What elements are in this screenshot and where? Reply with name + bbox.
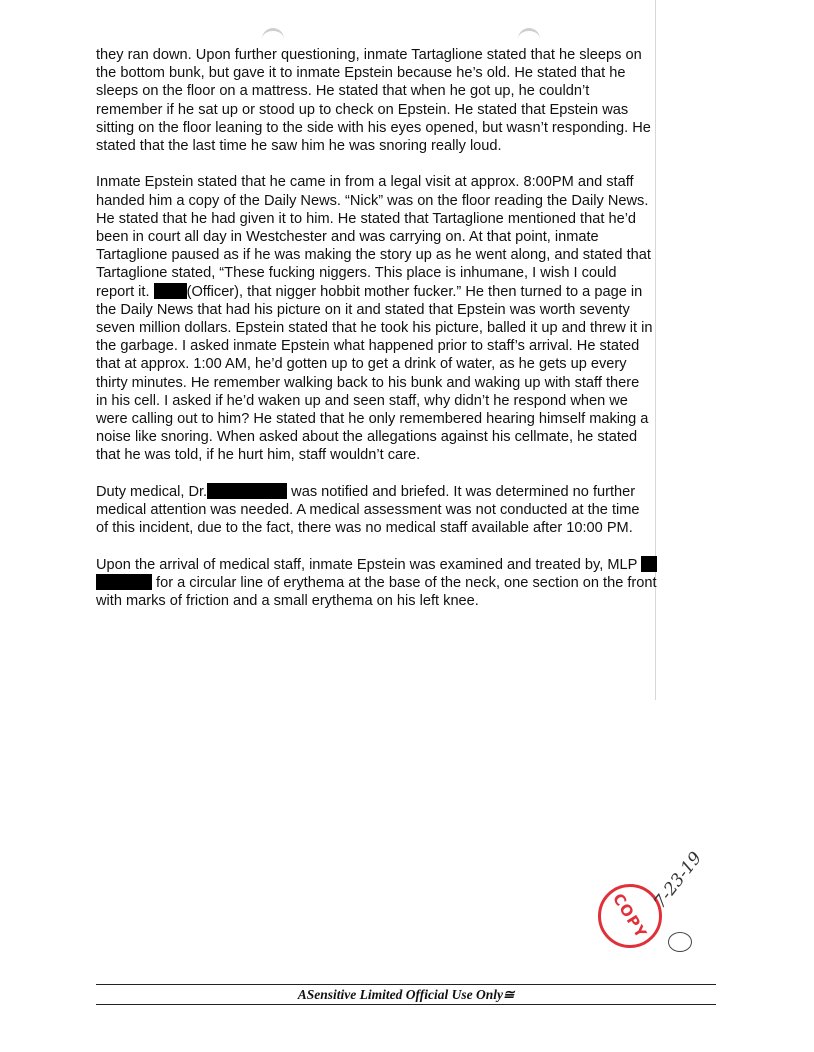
handwritten-initials-mark (668, 932, 692, 952)
copy-stamp-text: COPY (609, 890, 651, 942)
copy-stamp (598, 884, 662, 948)
text-line: noise like snoring. When asked about the allegations against his cellmate, he stated (96, 429, 638, 446)
paragraph-1 (96, 46, 718, 155)
text-line-redacted (96, 283, 718, 301)
text-line: in his cell. I asked if he’d waken up and seen staff, why didn’t he respond when we (96, 392, 628, 409)
text-line: handed him a copy of the Daily News. “Nick” was on the floor reading the Daily News. (96, 192, 649, 209)
redaction-block (641, 556, 657, 572)
text-line: Inmate Epstein stated that he came in from a legal visit at approx. 8:00PM and staff (96, 174, 634, 191)
paragraph-2 (96, 173, 718, 464)
redaction-block (154, 283, 187, 299)
text-fragment: was notified and briefed. It was determined no further (291, 483, 636, 500)
text-line: He stated that he had given it to him. He stated that Tartaglione mentioned that he’d (96, 210, 637, 227)
text-line: the bottom bunk, but gave it to inmate Epstein because he’s old. He stated that he (96, 65, 626, 82)
binder-hole-mark (518, 28, 540, 45)
text-line: sleeps on the floor on a mattress. He stated that when he got up, he couldn’t (96, 83, 590, 100)
text-fragment: Duty medical, Dr. (96, 483, 208, 500)
redaction-block (207, 483, 287, 499)
text-line: sitting on the floor leaning to the side with his eyes opened, but wasn’t responding. He (96, 119, 651, 136)
text-line: medical attention was needed. A medical assessment was not conducted at the time (96, 502, 640, 519)
text-line: Tartaglione stated, “These fucking niggers. This place is inhumane, I wish I could (96, 265, 617, 282)
paragraph-3 (96, 483, 718, 538)
text-fragment: (Officer), that nigger hobbit mother fucker.” He then turned to a page in (186, 283, 643, 300)
handwritten-date: 7-23-19 (650, 848, 707, 913)
text-line-redacted (96, 574, 718, 592)
footer-divider (96, 984, 716, 985)
redaction-block (96, 574, 152, 590)
text-line-redacted (96, 483, 718, 501)
text-line: thirty minutes. He remember walking back to his bunk and waking up with staff there (96, 374, 640, 391)
text-line: they ran down. Upon further questioning, inmate Tartaglione stated that he sleeps on (96, 47, 642, 63)
text-line: of this incident, due to the fact, there was no medical staff available after 10:00 PM. (96, 520, 633, 537)
text-line: remember if he sat up or stood up to check on Epstein. He stated that Epstein was (96, 101, 629, 118)
text-line-redacted (96, 556, 718, 574)
memo-body (96, 46, 718, 628)
text-fragment: Upon the arrival of medical staff, inmate Epstein was examined and treated by, MLP (96, 556, 638, 573)
binder-hole-mark (262, 28, 284, 45)
text-line: were calling out to him? He stated that he only remembered hearing himself making a (96, 411, 649, 428)
text-line: with marks of friction and a small erythema on his left knee. (96, 593, 479, 610)
footer-divider (96, 1004, 716, 1005)
text-line: been in court all day in Westchester and was carrying on. At that point, inmate (96, 229, 599, 246)
text-line: that he was told, if he hurt him, staff wouldn’t care. (96, 447, 421, 464)
paragraph-4 (96, 556, 718, 611)
text-line: Tartaglione paused as if he was making the story up as he went along, and stated that (96, 247, 651, 264)
text-line: stated that the last time he saw him he was snoring really loud. (96, 138, 502, 155)
footer-classification: ASensitive Limited Official Use Only≅ (297, 987, 515, 1002)
text-fragment: for a circular line of erythema at the base of the neck, one section on the front (152, 574, 657, 591)
text-fragment: report it. (96, 283, 154, 300)
text-line: the Daily News that had his picture on it and stated that Epstein was worth seventy (96, 301, 630, 318)
text-line: the garbage. I asked inmate Epstein what happened prior to staff’s arrival. He stated (96, 338, 640, 355)
text-line: seven million dollars. Epstein stated that he took his picture, balled it up and threw it in (96, 320, 653, 337)
text-line: that at approx. 1:00 AM, he’d gotten up to get a drink of water, as he gets up every (96, 356, 627, 373)
